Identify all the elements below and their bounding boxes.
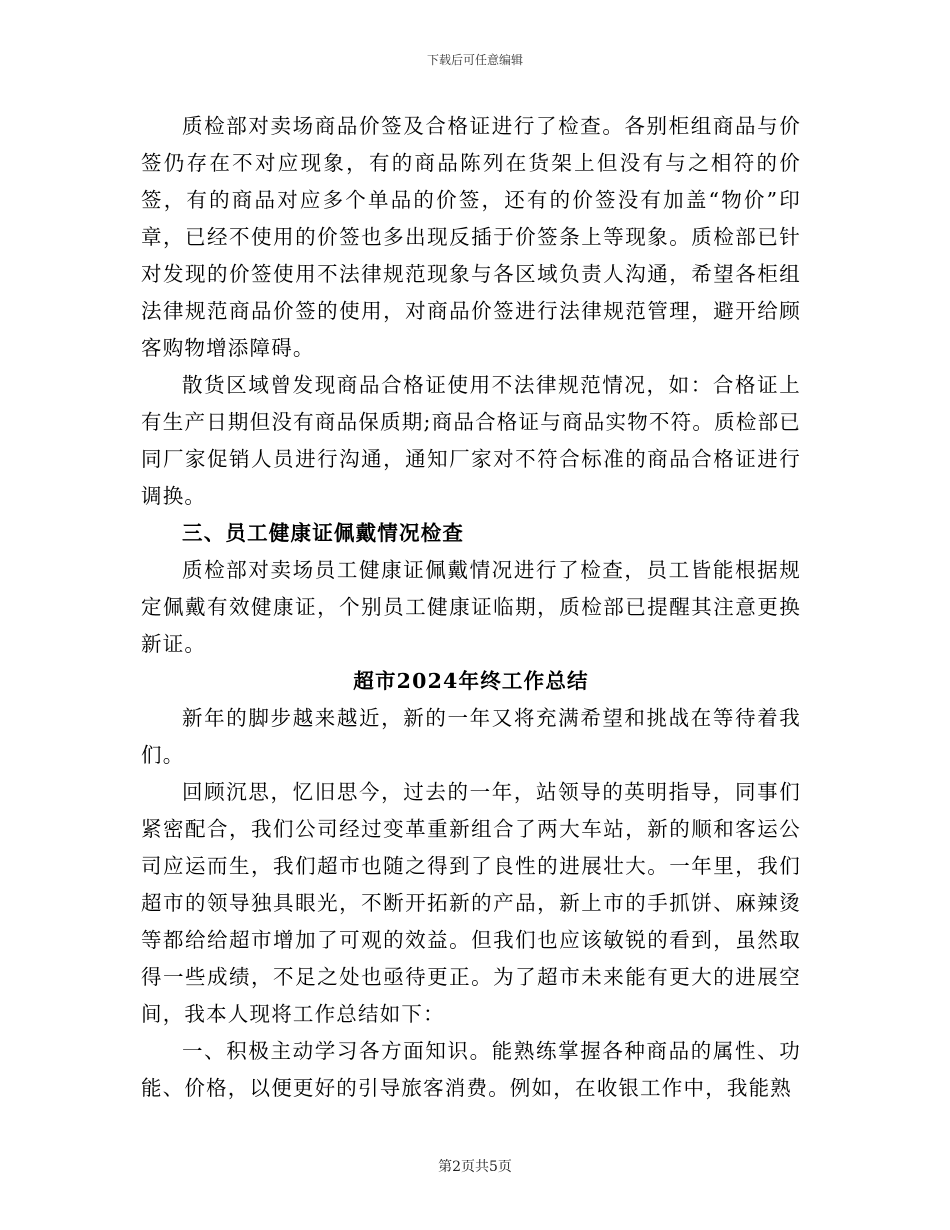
document-body [141, 108, 801, 1107]
page-footer: 第2页共5页 [438, 1159, 512, 1175]
paragraph-review: 回顾沉思，忆旧思今，过去的一年，站领导的英明指导，同事们紧密配合，我们公司经过变革重新组合了两大车站，新的顺和客运公司应运而生，我们超市也随之得到了良性的进展壮大。一年里，我们超市的领导独具眼光，不断开拓新的产品，新上市的手抓饼、麻辣烫等都给给超市增加了可观的效益。但我们也应该敏锐的看到，虽然取得一些成绩，不足之处也亟待更正。为了超市未来能有更大的进展空间，我本人现将工作总结如下： [141, 780, 801, 1026]
paragraph-health-certificate: 质检部对卖场员工健康证佩戴情况进行了检查，员工皆能根据规定佩戴有效健康证，个别员工健康证临期，质检部已提醒其注意更换新证。 [141, 558, 801, 656]
paragraph-price-tag-inspection: 质检部对卖场商品价签及合格证进行了检查。各别柜组商品与价签仍存在不对应现象，有的商品陈列在货架上但没有与之相符的价签，有的商品对应多个单品的价签，还有的价签没有加盖“物价”印章，已经不使用的价签也多出现反插于价签条上等现象。质检部已针对发现的价签使用不法律规范现象与各区域负责人沟通，希望各柜组法律规范商品价签的使用，对商品价签进行法律规范管理，避开给顾客购物增添障碍。 [141, 114, 801, 360]
document-title: 超市2024年终工作总结 [353, 669, 589, 693]
page-header: 下载后可任意编辑 [426, 53, 523, 67]
paragraph-certificate-issues: 散货区域曾发现商品合格证使用不法律规范情况，如：合格证上有生产日期但没有商品保质期;商品合格证与商品实物不符。质检部已同厂家促销人员进行沟通，通知厂家对不符合标准的商品合格证进行调换。 [141, 373, 801, 508]
paragraph-new-year: 新年的脚步越来越近，新的一年又将充满希望和挑战在等待着我们。 [141, 706, 801, 767]
section-heading-health-certificate: 三、员工健康证佩戴情况检查 [182, 521, 465, 545]
paragraph-learning: 一、积极主动学习各方面知识。能熟练掌握各种商品的属性、功能、价格，以便更好的引导旅客消费。例如，在收银工作中，我能熟 [141, 1039, 801, 1100]
